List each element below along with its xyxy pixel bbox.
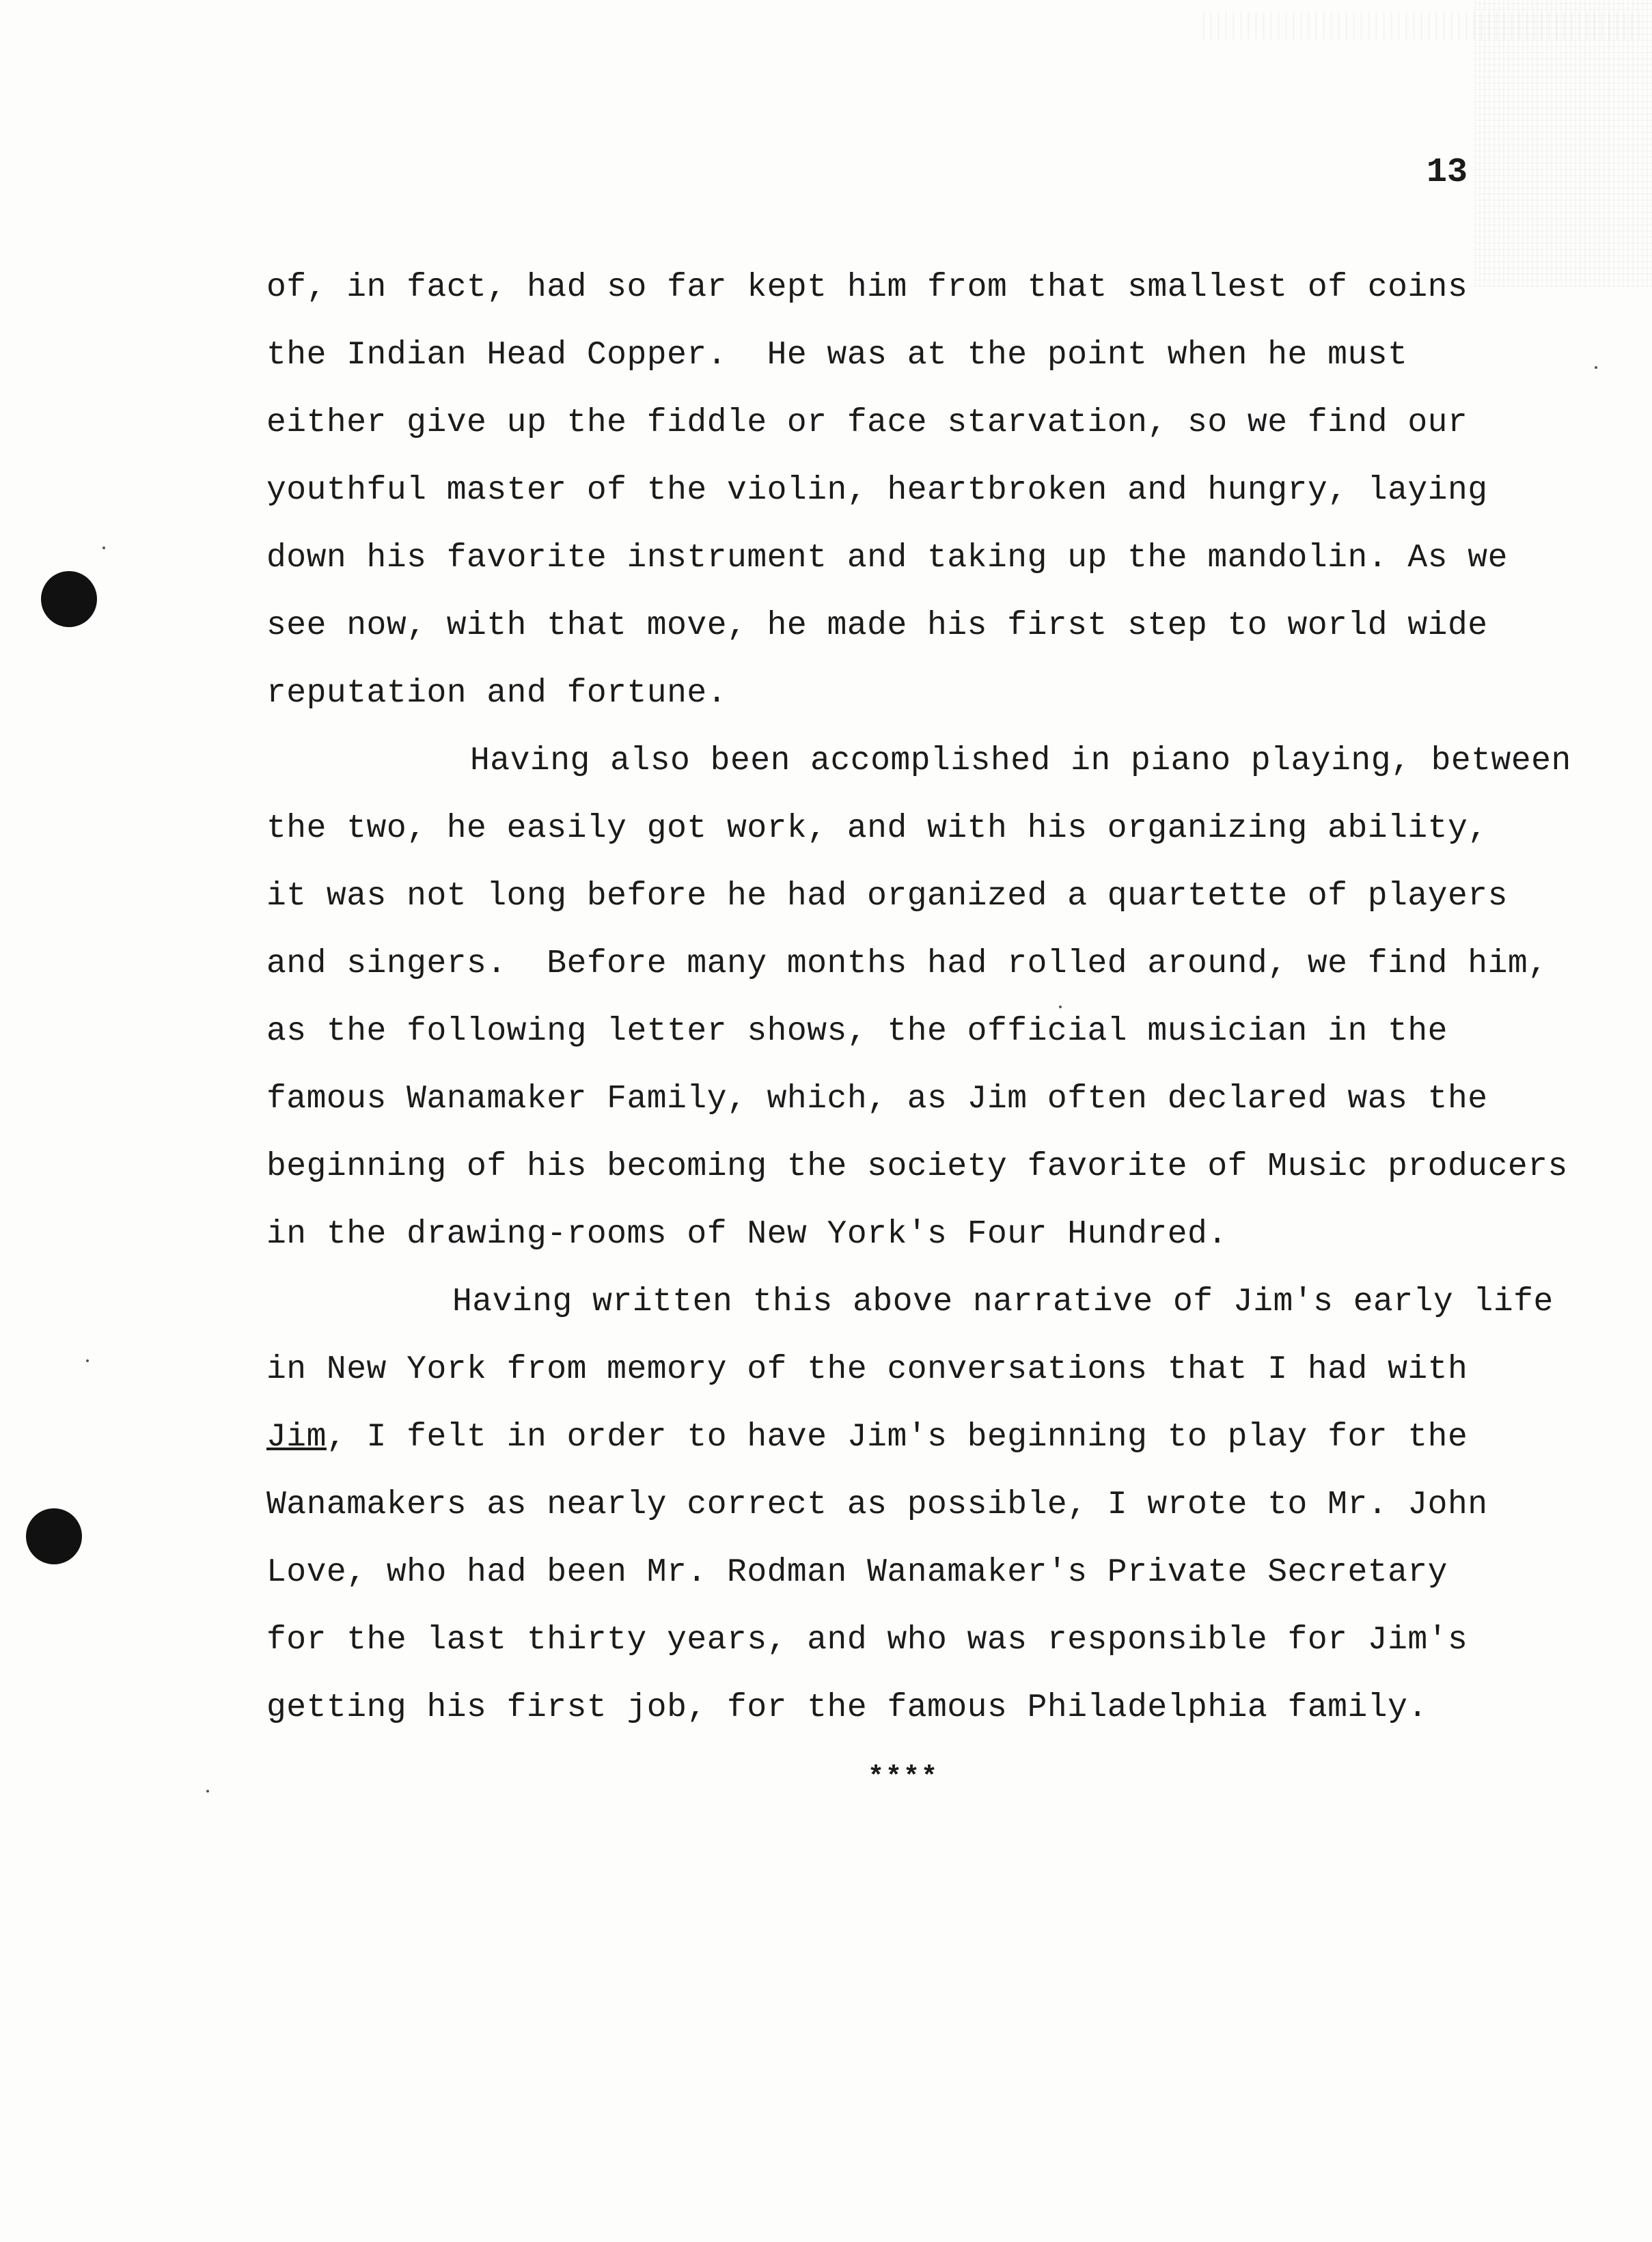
text-line: in the drawing-rooms of New York's Four Hundred. bbox=[266, 1216, 1228, 1253]
text-line: reputation and fortune. bbox=[266, 675, 728, 712]
text-line: Wanamakers as nearly correct as possible, I wrote to Mr. John bbox=[266, 1486, 1488, 1523]
text-line: getting his first job, for the famous Philadelphia family. bbox=[266, 1689, 1428, 1726]
text-line: the two, he easily got work, and with his organizing ability, bbox=[266, 810, 1488, 847]
text-line: famous Wanamaker Family, which, as Jim often declared was the bbox=[266, 1081, 1488, 1118]
page-number: 13 bbox=[1427, 153, 1468, 192]
text-line-rest: , I felt in order to have Jim's beginning to play for the bbox=[326, 1419, 1468, 1456]
text-line: for the last thirty years, and who was responsible for Jim's bbox=[266, 1622, 1468, 1659]
body-text bbox=[266, 254, 1606, 1742]
scan-speck bbox=[86, 1359, 89, 1362]
scan-edge-noise bbox=[1474, 0, 1652, 287]
text-line: Love, who had been Mr. Rodman Wanamaker's Private Secretary bbox=[266, 1554, 1448, 1591]
scan-top-noise bbox=[1202, 12, 1640, 40]
text-line: Having also been accomplished in piano playing, between bbox=[470, 743, 1571, 779]
scan-speck bbox=[102, 546, 105, 549]
section-break: **** bbox=[868, 1762, 939, 1793]
text-line: down his favorite instrument and taking up the mandolin. As we bbox=[266, 540, 1508, 577]
text-line: and singers. Before many months had rolled around, we find him, bbox=[266, 945, 1548, 982]
punch-hole-top bbox=[41, 571, 97, 627]
text-line: see now, with that move, he made his first step to world wide bbox=[266, 607, 1488, 644]
punch-hole-bottom bbox=[26, 1508, 82, 1564]
text-line: as the following letter shows, the official musician in the bbox=[266, 1013, 1448, 1050]
underlined-name: Jim bbox=[266, 1419, 327, 1456]
text-line: in New York from memory of the conversations that I had with bbox=[266, 1351, 1468, 1388]
text-line bbox=[266, 1404, 1606, 1471]
text-line: the Indian Head Copper. He was at the point when he must bbox=[266, 337, 1408, 374]
text-line: Having written this above narrative of Jim's early life bbox=[452, 1284, 1554, 1320]
text-line: of, in fact, had so far kept him from that smallest of coins bbox=[266, 269, 1468, 306]
text-line: it was not long before he had organized a quartette of players bbox=[266, 878, 1508, 915]
scan-speck bbox=[206, 1790, 209, 1793]
text-line: beginning of his becoming the society favorite of Music producers bbox=[266, 1148, 1568, 1185]
text-line: youthful master of the violin, heartbroken and hungry, laying bbox=[266, 472, 1488, 509]
text-line: either give up the fiddle or face starvation, so we find our bbox=[266, 404, 1468, 441]
